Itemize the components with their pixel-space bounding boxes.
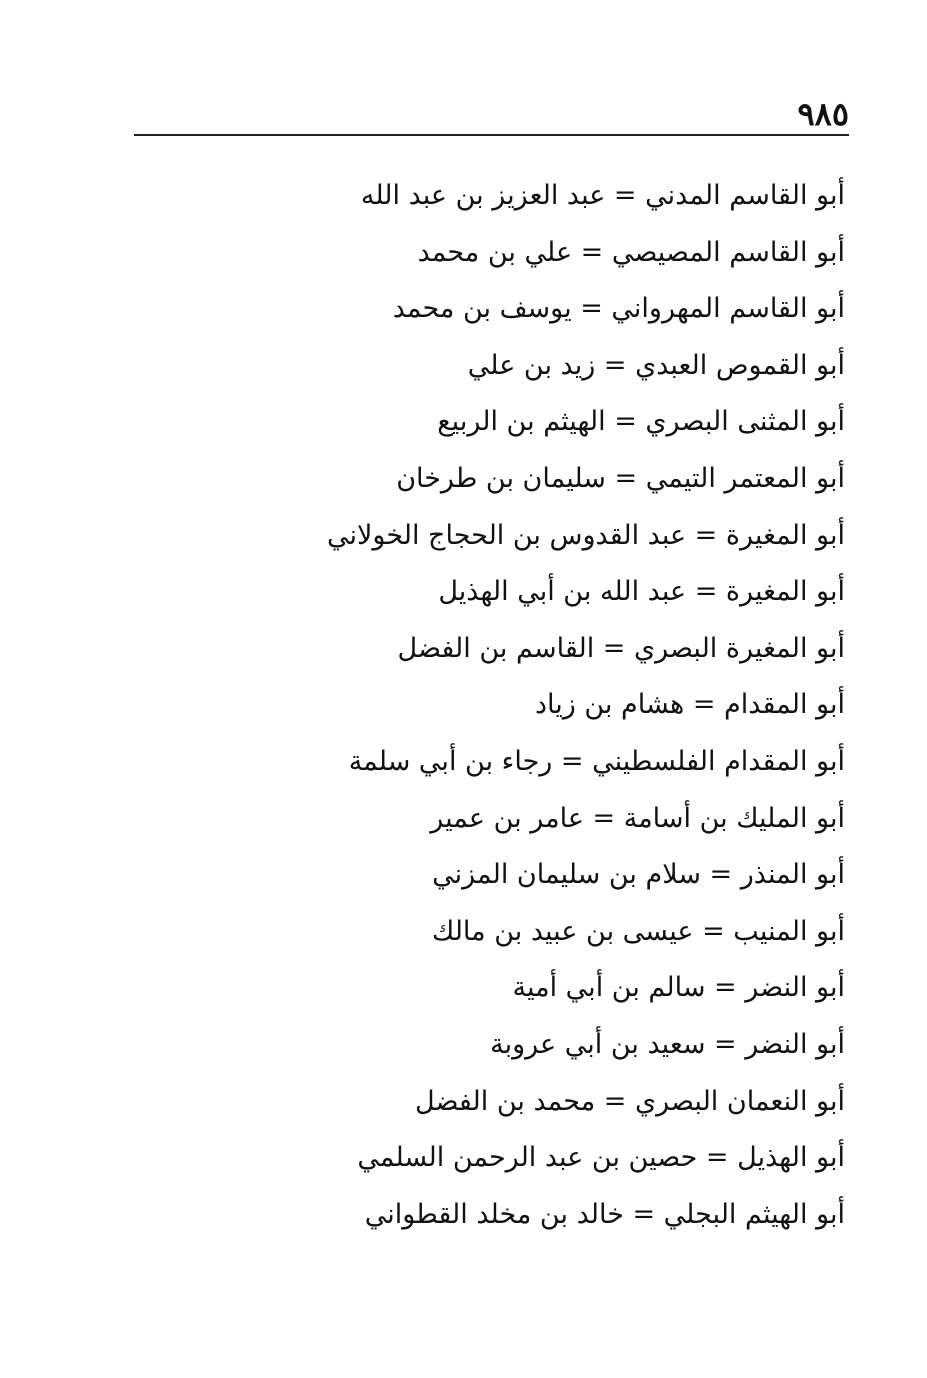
index-entry: أبو المقدام الفلسطيني = رجاء بن أبي سلمة bbox=[348, 745, 845, 777]
index-entry: أبو القموص العبدي = زيد بن علي bbox=[467, 349, 845, 381]
index-entry: أبو القاسم المدني = عبد العزيز بن عبد الله bbox=[360, 180, 845, 211]
index-entry: أبو الهيثم البجلي = خالد بن مخلد القطواني bbox=[364, 1198, 845, 1230]
index-entry: أبو المغيرة = عبد القدوس بن الحجاج الخولاني bbox=[326, 519, 845, 551]
index-entry: أبو المنيب = عيسى بن عبيد بن مالك bbox=[431, 915, 845, 947]
index-entry: أبو النعمان البصري = محمد بن الفضل bbox=[415, 1085, 845, 1117]
index-entry: أبو القاسم المصيصي = علي بن محمد bbox=[417, 236, 845, 268]
index-entry: أبو النضر = سعيد بن أبي عروبة bbox=[490, 1028, 845, 1060]
index-entry: أبو المقدام = هشام بن زياد bbox=[534, 689, 845, 721]
header-rule bbox=[134, 134, 849, 136]
index-entry: أبو المثنى البصري = الهيثم بن الربيع bbox=[437, 406, 845, 438]
index-entry: أبو الهذيل = حصين بن عبد الرحمن السلمي bbox=[357, 1142, 845, 1174]
index-entry: أبو القاسم المهرواني = يوسف بن محمد bbox=[392, 293, 845, 325]
index-entry: أبو المنذر = سلام بن سليمان المزني bbox=[432, 859, 845, 891]
index-entry: أبو المغيرة = عبد الله بن أبي الهذيل bbox=[438, 576, 845, 608]
page-number: ٩٨٥ bbox=[797, 95, 849, 133]
kunya-index-list bbox=[125, 168, 845, 1243]
index-entry: أبو المغيرة البصري = القاسم بن الفضل bbox=[397, 632, 845, 664]
index-entry: أبو المليك بن أسامة = عامر بن عمير bbox=[430, 802, 845, 834]
index-entry: أبو المعتمر التيمي = سليمان بن طرخان bbox=[396, 462, 845, 494]
index-entry: أبو النضر = سالم بن أبي أمية bbox=[512, 972, 845, 1004]
